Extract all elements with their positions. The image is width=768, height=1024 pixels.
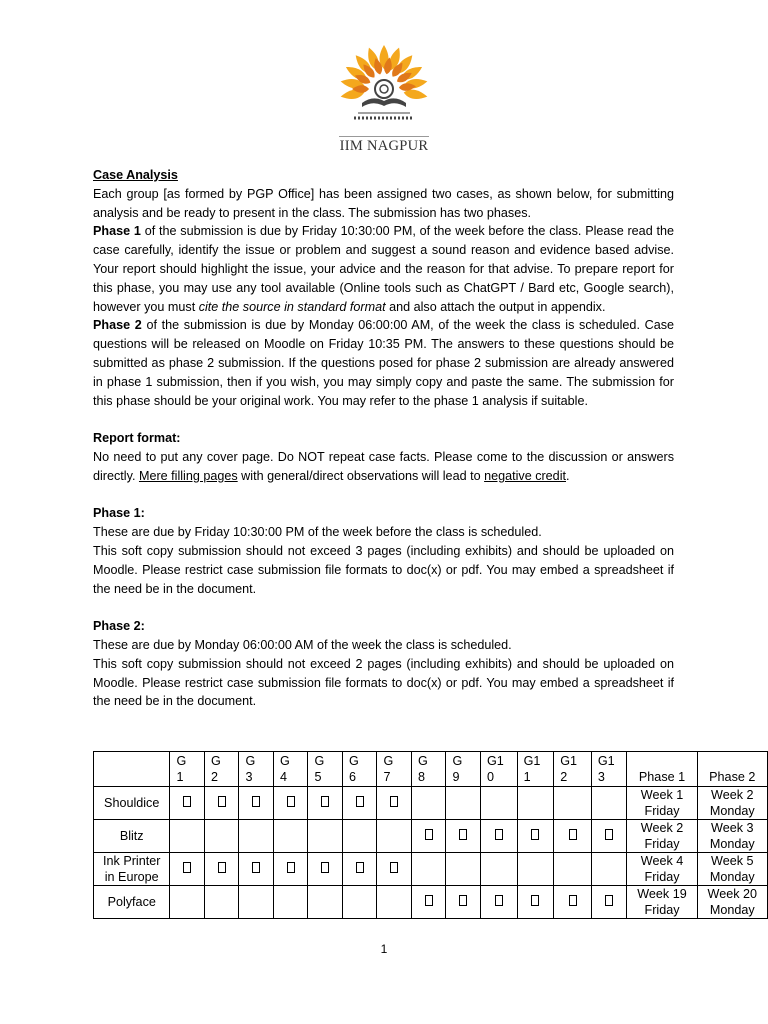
- assignment-cell: [591, 787, 627, 820]
- assignment-cell: [591, 853, 627, 886]
- assigned-mark-icon: [287, 796, 295, 807]
- header-group-g6: G 6: [342, 752, 377, 787]
- phase1-section-heading: Phase 1:: [93, 506, 145, 521]
- header-group-g1: G 1: [170, 752, 205, 787]
- logo-wordmark: IIM NAGPUR: [339, 138, 429, 154]
- assignment-cell: [446, 820, 481, 853]
- document-body: [93, 166, 674, 711]
- assigned-mark-icon: [425, 829, 433, 840]
- assignment-cell: [273, 886, 308, 919]
- header-group-g7: G 7: [377, 752, 412, 787]
- header-group-g9: G 9: [446, 752, 481, 787]
- header-group-g3: G 3: [239, 752, 274, 787]
- phase2-label: Phase 2: [93, 318, 142, 333]
- phase1-due-line: Friday: [644, 804, 680, 818]
- phase1-due-cell: [627, 820, 697, 853]
- assignment-cell: [273, 853, 308, 886]
- assignment-cell: [204, 820, 239, 853]
- assigned-mark-icon: [569, 829, 577, 840]
- phase1-section-line1: These are due by Friday 10:30:00 PM of the week before the class is scheduled.: [93, 525, 542, 540]
- assignment-cell: [239, 853, 274, 886]
- assigned-mark-icon: [252, 862, 260, 873]
- header-group-g2: G 2: [204, 752, 239, 787]
- assignment-cell: [517, 886, 554, 919]
- assigned-mark-icon: [356, 796, 364, 807]
- phase2-due-cell: [697, 820, 767, 853]
- report-format-paragraph: [93, 448, 674, 486]
- assigned-mark-icon: [495, 895, 503, 906]
- phase2-text: of the submission is due by Monday 06:00:00 AM, of the week the class is scheduled. Case questions will be released on Moodle on Friday 10:35 PM. The answers to these questions should be submitted as phase 2 submission. If the questions posed for phase 2 submission are already answered in phase 1 submission, then if you wish, you may simply copy and paste the same. The submission for this phase should be your original work. You may refer to the phase 1 analysis if suitable.: [93, 318, 675, 408]
- assignment-cell: [308, 886, 343, 919]
- assignment-cell: [377, 853, 412, 886]
- phase2-paragraph: [93, 316, 674, 410]
- header-blank-cell: [94, 752, 170, 787]
- phase1-due-cell: [627, 853, 697, 886]
- assignment-cell: [308, 820, 343, 853]
- assigned-mark-icon: [252, 796, 260, 807]
- phase2-section-line2: This soft copy submission should not exceed 2 pages (including exhibits) and should be uploaded on Moodle. Please restrict case submission file formats to doc(x) or pdf. You may embed a spreadsheet if the need be in the document.: [93, 656, 674, 709]
- assignment-cell: [308, 853, 343, 886]
- phase1-due-line: Week 4: [640, 854, 684, 868]
- phase1-due-line: Friday: [644, 870, 680, 884]
- page-number: 1: [380, 942, 388, 956]
- assignment-cell: [411, 886, 446, 919]
- assignment-cell: [554, 820, 592, 853]
- assigned-mark-icon: [605, 829, 613, 840]
- assigned-mark-icon: [569, 895, 577, 906]
- table-row: [94, 820, 768, 853]
- assignment-cell: [411, 820, 446, 853]
- logo-divider: [339, 136, 429, 137]
- header-group-g11: G1 1: [517, 752, 554, 787]
- report-format-underline-2: negative credit: [484, 468, 566, 483]
- assignment-cell: [446, 787, 481, 820]
- assignment-cell: [204, 886, 239, 919]
- assignment-cell: [204, 787, 239, 820]
- header-group-g4: G 4: [273, 752, 308, 787]
- assignment-cell: [273, 787, 308, 820]
- phase2-due-cell: [697, 853, 767, 886]
- case-name-cell: [94, 820, 170, 853]
- iim-nagpur-logo: [333, 42, 435, 160]
- case-name-line: in Europe: [104, 870, 159, 884]
- assigned-mark-icon: [390, 862, 398, 873]
- assigned-mark-icon: [183, 862, 191, 873]
- case-name-cell: [94, 853, 170, 886]
- case-name-cell: [94, 886, 170, 919]
- assignment-cell: [446, 853, 481, 886]
- phase1-due-line: Friday: [644, 903, 680, 917]
- header-group-g8: G 8: [411, 752, 446, 787]
- assignment-cell: [411, 787, 446, 820]
- phase2-due-line: Week 3: [711, 821, 754, 835]
- assignment-cell: [170, 886, 205, 919]
- assignment-cell: [273, 820, 308, 853]
- assigned-mark-icon: [218, 862, 226, 873]
- assignment-cell: [554, 886, 592, 919]
- assignment-cell: [342, 820, 377, 853]
- assignment-cell: [239, 787, 274, 820]
- section-heading-case-analysis: Case Analysis: [93, 168, 178, 182]
- phase1-due-cell: [627, 787, 697, 820]
- report-format-heading: Report format:: [93, 431, 181, 446]
- phase2-due-line: Monday: [709, 903, 755, 917]
- phase2-due-line: Monday: [709, 804, 755, 818]
- assignment-cell: [554, 853, 592, 886]
- case-name-cell: [94, 787, 170, 820]
- case-name-line: Shouldice: [104, 796, 160, 810]
- phase1-text-a: of the submission is due by Friday 10:30:00 PM, of the week before the class. Please read the case carefully, identify the issue or problem and suggest a sound reason and evidence based advise. Your report should highlight the issue, your advice and the reason for that advise. To prepare report for this phase, you may use any tool available (Online tools such as ChatGPT / Bard etc, Google search), however you must: [93, 224, 674, 314]
- assignment-cell: [342, 853, 377, 886]
- table-header-row: [94, 752, 768, 787]
- phase1-text-b: and also attach the output in appendix.: [385, 299, 606, 314]
- assigned-mark-icon: [321, 862, 329, 873]
- assignment-cell: [308, 787, 343, 820]
- phase1-italic: cite the source in standard format: [198, 299, 386, 314]
- assigned-mark-icon: [321, 796, 329, 807]
- header-phase1: Phase 1: [627, 752, 697, 787]
- assignment-cell: [377, 820, 412, 853]
- assignment-cell: [480, 787, 517, 820]
- assignment-cell: [480, 886, 517, 919]
- table-row: [94, 853, 768, 886]
- phase2-due-line: Week 20: [707, 887, 758, 901]
- case-assignment-table: [93, 751, 768, 919]
- phase1-paragraph: [93, 222, 674, 316]
- assignment-cell: [517, 787, 554, 820]
- intro-paragraph: Each group [as formed by PGP Office] has been assigned two cases, as shown below, for submitting analysis and be ready to present in the class. The submission has two phases.: [93, 186, 674, 220]
- phase1-label: Phase 1: [93, 224, 141, 239]
- assigned-mark-icon: [531, 829, 539, 840]
- phase2-section-heading: Phase 2:: [93, 619, 145, 634]
- assigned-mark-icon: [425, 895, 433, 906]
- assigned-mark-icon: [495, 829, 503, 840]
- assignment-cell: [480, 820, 517, 853]
- phase2-due-cell: [697, 886, 767, 919]
- header-phase2: Phase 2: [697, 752, 767, 787]
- report-format-text-a: No need to put any cover page. Do NOT repeat case facts. Please come to the discussion or answers directly.: [93, 449, 674, 483]
- case-name-line: Polyface: [107, 895, 156, 909]
- phase2-due-cell: [697, 787, 767, 820]
- assignment-cell: [377, 886, 412, 919]
- assignment-cell: [411, 853, 446, 886]
- case-name-line: Blitz: [119, 829, 144, 843]
- header-group-g13: G1 3: [591, 752, 627, 787]
- table-row: [94, 886, 768, 919]
- assignment-cell: [554, 787, 592, 820]
- phase2-due-line: Week 2: [711, 788, 754, 802]
- report-format-text-c: .: [566, 468, 570, 483]
- assignment-cell: [591, 886, 627, 919]
- header-group-g5: G 5: [308, 752, 343, 787]
- assigned-mark-icon: [287, 862, 295, 873]
- assigned-mark-icon: [459, 829, 467, 840]
- phase2-due-line: Week 5: [711, 854, 754, 868]
- assignment-cell: [239, 886, 274, 919]
- assignment-cell: [342, 886, 377, 919]
- assigned-mark-icon: [183, 796, 191, 807]
- phase1-due-line: Week 1: [640, 788, 684, 802]
- assignment-cell: [342, 787, 377, 820]
- phase1-due-line: Friday: [644, 837, 680, 851]
- assignment-cell: [517, 853, 554, 886]
- phase1-due-line: Week 19: [637, 887, 687, 901]
- assignment-cell: [170, 820, 205, 853]
- phase2-section-line1: These are due by Monday 06:00:00 AM of the week the class is scheduled.: [93, 637, 512, 652]
- header-group-g10: G1 0: [480, 752, 517, 787]
- assignment-cell: [170, 787, 205, 820]
- assigned-mark-icon: [218, 796, 226, 807]
- sunflower-emblem-icon: [333, 42, 435, 134]
- assignment-cell: [170, 853, 205, 886]
- assignment-cell: [446, 886, 481, 919]
- assignment-cell: [239, 820, 274, 853]
- phase1-section-line2: This soft copy submission should not exceed 3 pages (including exhibits) and should be uploaded on Moodle. Please restrict case submission file formats to doc(x) or pdf. You may embed a spreadsheet if the need be in the document.: [93, 543, 674, 596]
- phase2-due-line: Monday: [709, 870, 755, 884]
- assignment-cell: [591, 820, 627, 853]
- report-format-underline-1: Mere filling pages: [138, 468, 238, 483]
- case-name-line: Ink Printer: [103, 854, 161, 868]
- assignment-cell: [517, 820, 554, 853]
- assigned-mark-icon: [459, 895, 467, 906]
- table-row: [94, 787, 768, 820]
- assigned-mark-icon: [356, 862, 364, 873]
- phase1-due-line: Week 2: [640, 821, 684, 835]
- table-body: [94, 787, 768, 919]
- assigned-mark-icon: [390, 796, 398, 807]
- assignment-cell: [377, 787, 412, 820]
- assignment-cell: [480, 853, 517, 886]
- assigned-mark-icon: [605, 895, 613, 906]
- phase1-due-cell: [627, 886, 697, 919]
- report-format-text-b: with general/direct observations will lead to: [237, 468, 485, 483]
- assignment-cell: [204, 853, 239, 886]
- phase2-due-line: Monday: [709, 837, 755, 851]
- assigned-mark-icon: [531, 895, 539, 906]
- header-group-g12: G1 2: [554, 752, 592, 787]
